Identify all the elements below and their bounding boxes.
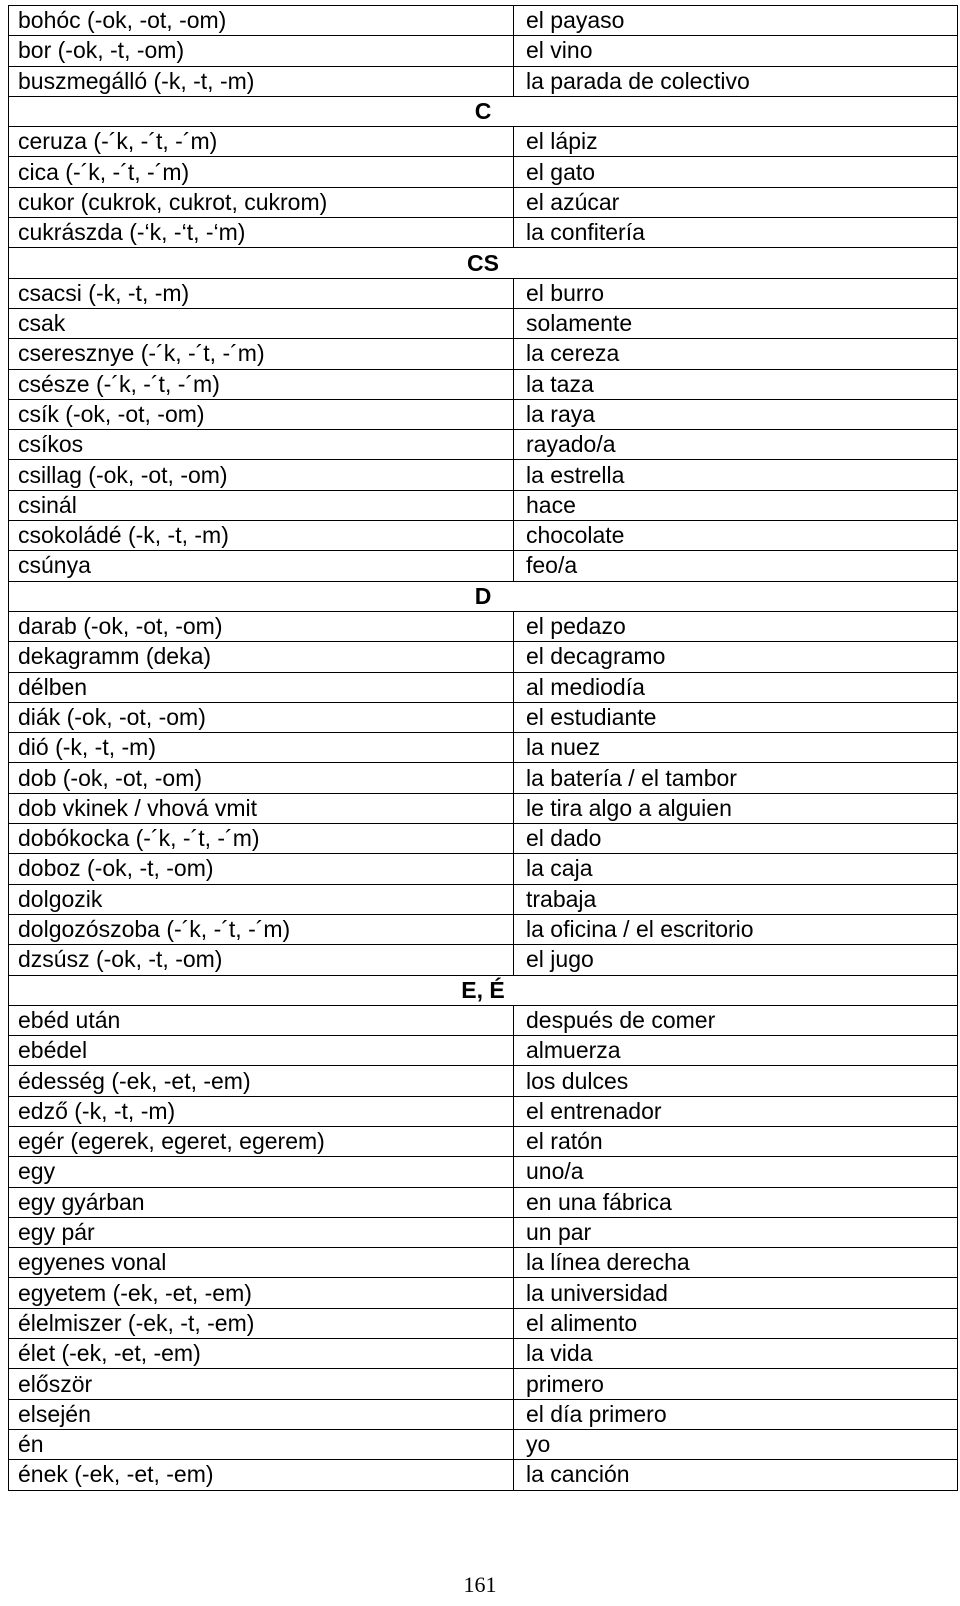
table-row [9,308,958,338]
hungarian-term: élet (-ek, -et, -em) [9,1339,514,1369]
hungarian-term: csokoládé (-k, -t, -m) [9,521,514,551]
hungarian-term: cica (-´k, -´t, -´m) [9,157,514,187]
hungarian-term: diák (-ok, -ot, -om) [9,702,514,732]
spanish-translation: la confitería [514,218,958,248]
hungarian-term: először [9,1369,514,1399]
table-row [9,157,958,187]
hungarian-term: darab (-ok, -ot, -om) [9,611,514,641]
hungarian-term: csúnya [9,551,514,581]
spanish-translation: rayado/a [514,430,958,460]
spanish-translation: la estrella [514,460,958,490]
table-row [9,702,958,732]
hungarian-term: csak [9,308,514,338]
spanish-translation: la canción [514,1460,958,1490]
section-header-row [9,96,958,126]
table-row [9,1339,958,1369]
spanish-translation: la vida [514,1339,958,1369]
table-row [9,521,958,551]
hungarian-term: én [9,1429,514,1459]
spanish-translation: la taza [514,369,958,399]
table-row [9,1217,958,1247]
table-row [9,1278,958,1308]
hungarian-term: élelmiszer (-ek, -t, -em) [9,1308,514,1338]
section-letter: C [9,96,958,126]
spanish-translation: la oficina / el escritorio [514,914,958,944]
table-row [9,6,958,36]
section-header-row [9,975,958,1005]
table-row [9,460,958,490]
table-row [9,1096,958,1126]
spanish-translation: el entrenador [514,1096,958,1126]
table-row [9,430,958,460]
table-row [9,945,958,975]
hungarian-term: elsején [9,1399,514,1429]
table-row [9,642,958,672]
hungarian-term: csík (-ok, -ot, -om) [9,399,514,429]
table-row [9,66,958,96]
hungarian-term: egyenes vonal [9,1248,514,1278]
spanish-translation: el payaso [514,6,958,36]
section-header-row [9,581,958,611]
spanish-translation: la línea derecha [514,1248,958,1278]
spanish-translation: el vino [514,36,958,66]
spanish-translation: los dulces [514,1066,958,1096]
spanish-translation: el estudiante [514,702,958,732]
table-row [9,1248,958,1278]
vocabulary-table [8,5,958,1491]
hungarian-term: ének (-ek, -et, -em) [9,1460,514,1490]
hungarian-term: doboz (-ok, -t, -om) [9,854,514,884]
table-row [9,490,958,520]
table-row [9,1187,958,1217]
hungarian-term: bohóc (-ok, -ot, -om) [9,6,514,36]
hungarian-term: ebéd után [9,1005,514,1035]
spanish-translation: la batería / el tambor [514,763,958,793]
spanish-translation: feo/a [514,551,958,581]
table-row [9,1429,958,1459]
spanish-translation: el azúcar [514,187,958,217]
hungarian-term: csillag (-ok, -ot, -om) [9,460,514,490]
hungarian-term: ceruza (-´k, -´t, -´m) [9,127,514,157]
table-row [9,1036,958,1066]
section-header-row [9,248,958,278]
spanish-translation: uno/a [514,1157,958,1187]
spanish-translation: le tira algo a alguien [514,793,958,823]
spanish-translation: solamente [514,308,958,338]
table-row [9,611,958,641]
section-letter: CS [9,248,958,278]
spanish-translation: la raya [514,399,958,429]
table-row [9,399,958,429]
spanish-translation: el gato [514,157,958,187]
table-row [9,36,958,66]
spanish-translation: después de comer [514,1005,958,1035]
spanish-translation: la caja [514,854,958,884]
spanish-translation: hace [514,490,958,520]
hungarian-term: egy pár [9,1217,514,1247]
hungarian-term: délben [9,672,514,702]
table-row [9,1126,958,1156]
table-row [9,763,958,793]
hungarian-term: cukrászda (-‘k, -‘t, -‘m) [9,218,514,248]
table-row [9,187,958,217]
spanish-translation: el decagramo [514,642,958,672]
table-row [9,672,958,702]
spanish-translation: el ratón [514,1126,958,1156]
hungarian-term: egyetem (-ek, -et, -em) [9,1278,514,1308]
hungarian-term: cseresznye (-´k, -´t, -´m) [9,339,514,369]
section-letter: E, É [9,975,958,1005]
hungarian-term: dekagramm (deka) [9,642,514,672]
spanish-translation: el lápiz [514,127,958,157]
page-number: 161 [463,1572,497,1597]
table-row [9,1066,958,1096]
table-row [9,1005,958,1035]
table-row [9,339,958,369]
spanish-translation: chocolate [514,521,958,551]
hungarian-term: edző (-k, -t, -m) [9,1096,514,1126]
spanish-translation: al mediodía [514,672,958,702]
hungarian-term: csacsi (-k, -t, -m) [9,278,514,308]
spanish-translation: la parada de colectivo [514,66,958,96]
table-row [9,218,958,248]
spanish-translation: el dado [514,824,958,854]
vocabulary-table-body [9,6,958,1491]
table-row [9,854,958,884]
hungarian-term: csésze (-´k, -´t, -´m) [9,369,514,399]
hungarian-term: édesség (-ek, -et, -em) [9,1066,514,1096]
spanish-translation: el pedazo [514,611,958,641]
table-row [9,1399,958,1429]
hungarian-term: dobókocka (-´k, -´t, -´m) [9,824,514,854]
hungarian-term: csíkos [9,430,514,460]
spanish-translation: el burro [514,278,958,308]
spanish-translation: el alimento [514,1308,958,1338]
hungarian-term: egér (egerek, egeret, egerem) [9,1126,514,1156]
spanish-translation: almuerza [514,1036,958,1066]
table-row [9,551,958,581]
spanish-translation: en una fábrica [514,1187,958,1217]
hungarian-term: buszmegálló (-k, -t, -m) [9,66,514,96]
spanish-translation: la nuez [514,733,958,763]
table-row [9,733,958,763]
hungarian-term: dolgozik [9,884,514,914]
table-row [9,1369,958,1399]
spanish-translation: el jugo [514,945,958,975]
hungarian-term: bor (-ok, -t, -om) [9,36,514,66]
spanish-translation: trabaja [514,884,958,914]
table-row [9,1460,958,1490]
table-row [9,278,958,308]
spanish-translation: el día primero [514,1399,958,1429]
hungarian-term: egy gyárban [9,1187,514,1217]
table-row [9,1157,958,1187]
table-row [9,824,958,854]
table-row [9,914,958,944]
hungarian-term: dob vkinek / vhová vmit [9,793,514,823]
hungarian-term: dolgozószoba (-´k, -´t, -´m) [9,914,514,944]
section-letter: D [9,581,958,611]
spanish-translation: yo [514,1429,958,1459]
table-row [9,1308,958,1338]
hungarian-term: egy [9,1157,514,1187]
hungarian-term: dió (-k, -t, -m) [9,733,514,763]
hungarian-term: ebédel [9,1036,514,1066]
spanish-translation: un par [514,1217,958,1247]
hungarian-term: dzsúsz (-ok, -t, -om) [9,945,514,975]
hungarian-term: csinál [9,490,514,520]
table-row [9,793,958,823]
hungarian-term: dob (-ok, -ot, -om) [9,763,514,793]
table-row [9,884,958,914]
hungarian-term: cukor (cukrok, cukrot, cukrom) [9,187,514,217]
spanish-translation: la cereza [514,339,958,369]
table-row [9,127,958,157]
spanish-translation: la universidad [514,1278,958,1308]
table-row [9,369,958,399]
spanish-translation: primero [514,1369,958,1399]
